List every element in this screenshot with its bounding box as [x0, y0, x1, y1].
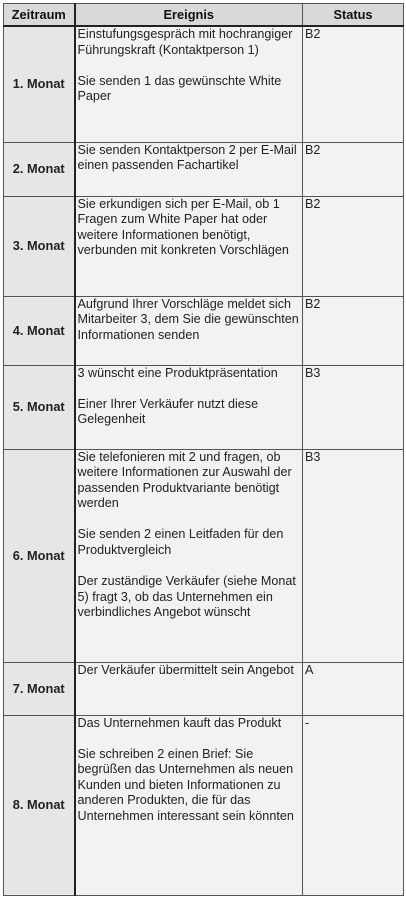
event-cell: [75, 365, 303, 449]
event-cell: [75, 449, 303, 662]
period-cell: 2. Monat: [4, 142, 75, 196]
header-row: [4, 4, 404, 27]
status-cell: B2: [303, 142, 404, 196]
header-zeitraum: Zeitraum: [4, 4, 75, 27]
event-text: Sie senden 2 einen Leitfaden für den Produktvergleich: [77, 527, 284, 558]
table-row: [4, 26, 404, 142]
status-cell: B2: [303, 26, 404, 142]
table-row: [4, 365, 404, 449]
status-cell: -: [303, 715, 404, 895]
event-cell: [75, 142, 303, 196]
event-cell: [75, 296, 303, 365]
event-text: 3 wünscht eine Produktpräsentation: [77, 365, 278, 380]
event-text: Sie senden 1 das gewünschte White Paper: [77, 73, 282, 104]
event-text: Sie senden Kontaktperson 2 per E-Mail einen passenden Fachartikel: [77, 142, 297, 173]
event-text: Sie erkundigen sich per E-Mail, ob 1 Fragen zum White Paper hat oder weitere Informationen benötigt, verbunden mit konkreten Vorschlägen: [77, 196, 289, 258]
timeline-table: [3, 3, 404, 896]
status-cell: B3: [303, 449, 404, 662]
status-cell: B2: [303, 296, 404, 365]
table-row: [4, 296, 404, 365]
event-text: Einer Ihrer Verkäufer nutzt diese Gelegenheit: [77, 396, 259, 427]
status-cell: B2: [303, 196, 404, 296]
table-row: [4, 142, 404, 196]
header-ereignis: Ereignis: [75, 4, 303, 27]
period-cell: 5. Monat: [4, 365, 75, 449]
period-cell: 7. Monat: [4, 662, 75, 715]
period-cell: 6. Monat: [4, 449, 75, 662]
event-cell: [75, 196, 303, 296]
period-cell: 3. Monat: [4, 196, 75, 296]
event-text: Sie telefonieren mit 2 und fragen, ob weitere Informationen zur Auswahl der passenden Produktvariante benötigt werden: [77, 449, 292, 511]
event-cell: [75, 26, 303, 142]
status-cell: A: [303, 662, 404, 715]
table-row: [4, 449, 404, 662]
table-row: [4, 662, 404, 715]
table-row: [4, 715, 404, 895]
event-text: Aufgrund Ihrer Vorschläge meldet sich Mitarbeiter 3, dem Sie die gewünschten Informationen senden: [77, 296, 299, 342]
event-cell: [75, 715, 303, 895]
table-row: [4, 196, 404, 296]
event-cell: [75, 662, 303, 715]
period-cell: 8. Monat: [4, 715, 75, 895]
status-cell: B3: [303, 365, 404, 449]
event-text: Sie schreiben 2 einen Brief: Sie begrüßen das Unternehmen als neuen Kunden und bieten Informationen zu anderen Produkten, die für das Unternehmen interessant sein könnten: [77, 746, 294, 824]
period-cell: 1. Monat: [4, 26, 75, 142]
event-text: Der Verkäufer übermittelt sein Angebot: [77, 662, 294, 677]
header-status: Status: [303, 4, 404, 27]
period-cell: 4. Monat: [4, 296, 75, 365]
event-text: Der zuständige Verkäufer (siehe Monat 5) fragt 3, ob das Unternehmen ein verbindliches Angebot wünscht: [77, 574, 296, 620]
event-text: Einstufungsgespräch mit hochrangiger Führungskraft (Kontaktperson 1): [77, 27, 293, 57]
event-text: Das Unternehmen kauft das Produkt: [77, 715, 282, 730]
